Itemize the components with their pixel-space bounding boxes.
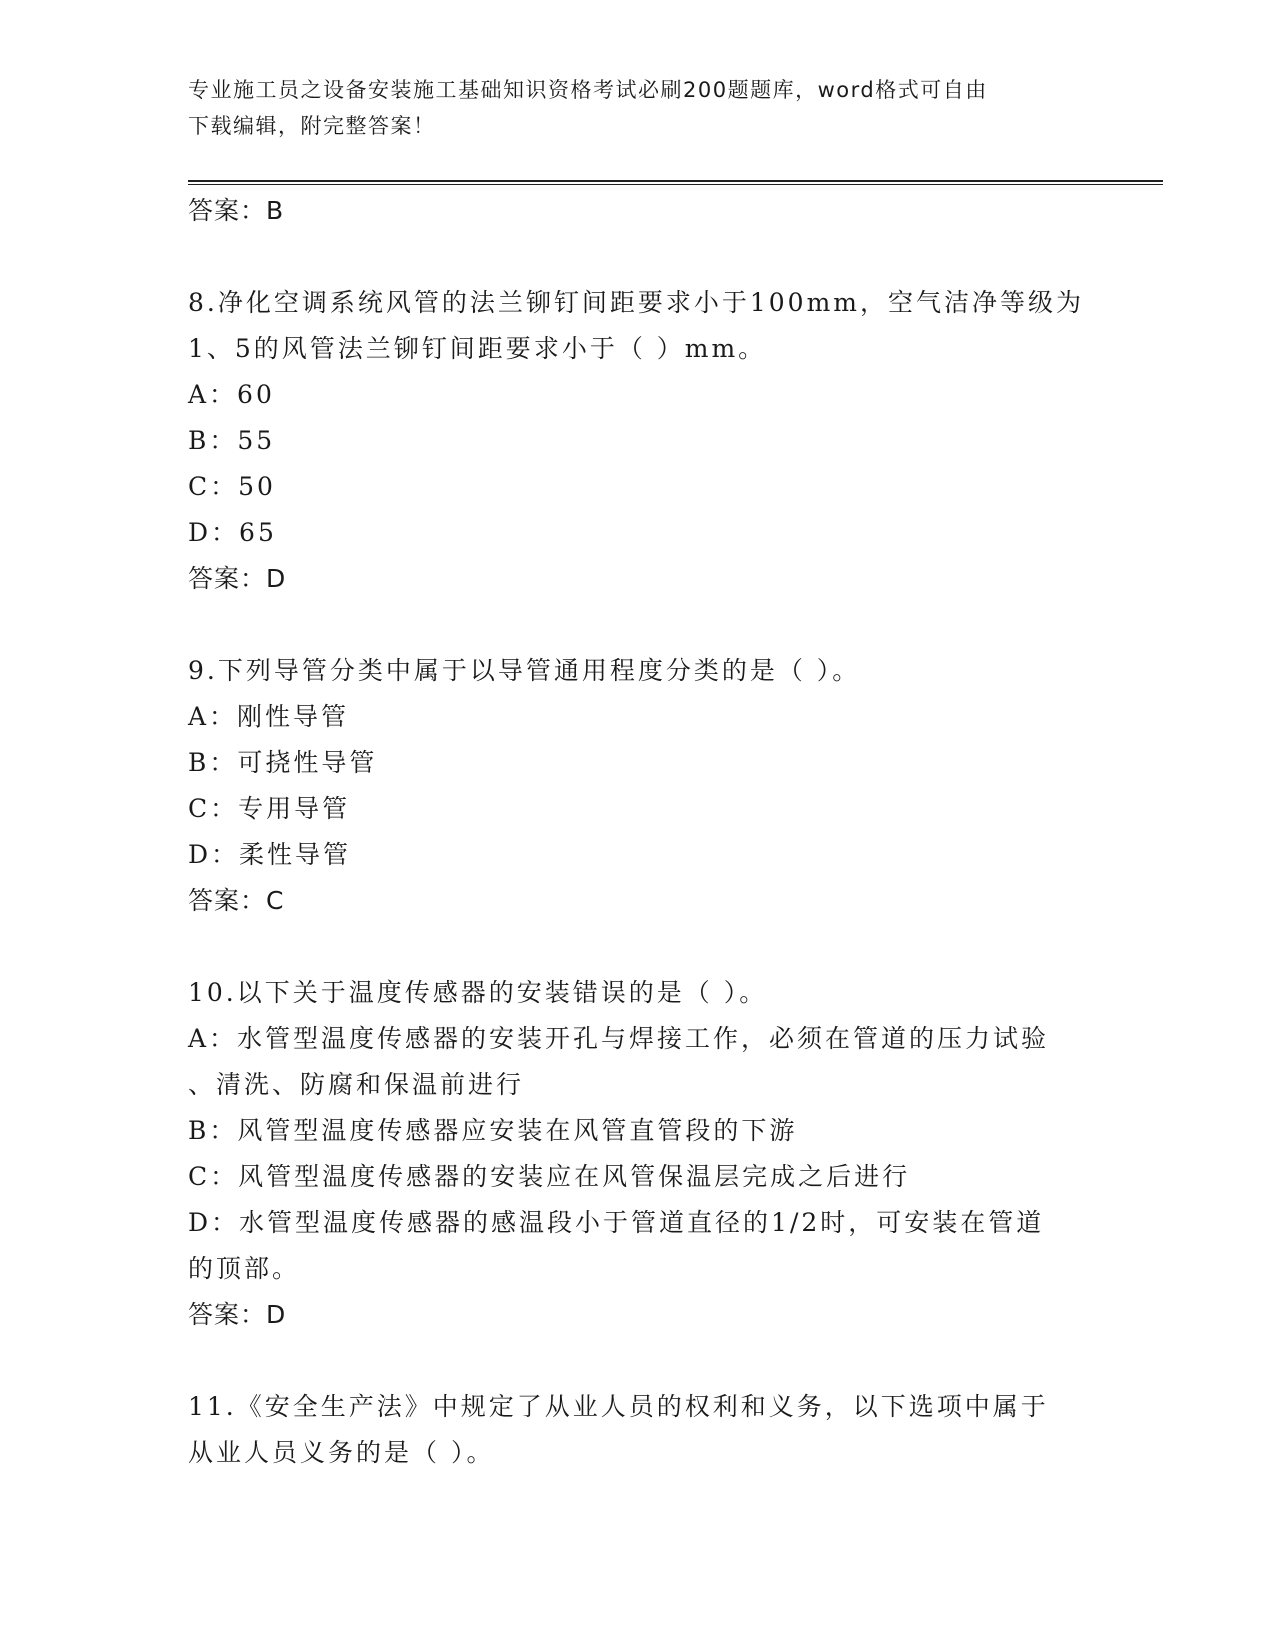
option-b: B：55 <box>188 426 276 455</box>
question-11 <box>188 1384 1088 1476</box>
spacer <box>188 1338 1088 1384</box>
question-8 <box>188 280 1088 602</box>
previous-answer: 答案：B <box>188 196 285 225</box>
header-line-2: 下载编辑，附完整答案！ <box>188 114 436 138</box>
option-d: D：水管型温度传感器的感温段小于管道直径的1/2时，可安装在管道 <box>188 1208 1045 1237</box>
question-stem-line: 9.下列导管分类中属于以导管通用程度分类的是（ ）。 <box>188 656 861 685</box>
question-stem-line: 11.《安全生产法》中规定了从业人员的权利和义务，以下选项中属于 <box>188 1392 1049 1421</box>
option-d-continued: 的顶部。 <box>188 1254 301 1283</box>
option-c: C：50 <box>188 472 276 501</box>
question-9 <box>188 648 1088 924</box>
document-body <box>188 188 1088 1476</box>
spacer <box>188 602 1088 648</box>
spacer <box>188 234 1088 280</box>
option-d: D：柔性导管 <box>188 840 352 869</box>
document-header <box>188 72 1068 144</box>
question-stem-line: 从业人员义务的是（ ）。 <box>188 1438 495 1467</box>
question-stem-line: 1、5的风管法兰铆钉间距要求小于（ ）mm。 <box>188 334 767 363</box>
question-stem-line: 8.净化空调系统风管的法兰铆钉间距要求小于100mm，空气洁净等级为 <box>188 288 1084 317</box>
answer: 答案：C <box>188 886 285 915</box>
option-b: B：可挠性导管 <box>188 748 378 777</box>
spacer <box>188 924 1088 970</box>
option-a-continued: 、清洗、防腐和保温前进行 <box>188 1070 525 1099</box>
option-a: A：刚性导管 <box>188 702 350 731</box>
option-a: A：水管型温度传感器的安装开孔与焊接工作，必须在管道的压力试验 <box>188 1024 1050 1053</box>
option-a: A：60 <box>188 380 275 409</box>
option-d: D：65 <box>188 518 277 547</box>
question-10 <box>188 970 1088 1338</box>
option-b: B：风管型温度传感器应安装在风管直管段的下游 <box>188 1116 798 1145</box>
answer: 答案：D <box>188 564 287 593</box>
answer: 答案：D <box>188 1300 287 1329</box>
option-c: C：风管型温度传感器的安装应在风管保温层完成之后进行 <box>188 1162 911 1191</box>
question-stem-line: 10.以下关于温度传感器的安装错误的是（ ）。 <box>188 978 768 1007</box>
header-divider <box>188 180 1163 185</box>
option-c: C：专用导管 <box>188 794 351 823</box>
header-line-1: 专业施工员之设备安装施工基础知识资格考试必刷200题题库，word格式可自由 <box>188 78 988 102</box>
